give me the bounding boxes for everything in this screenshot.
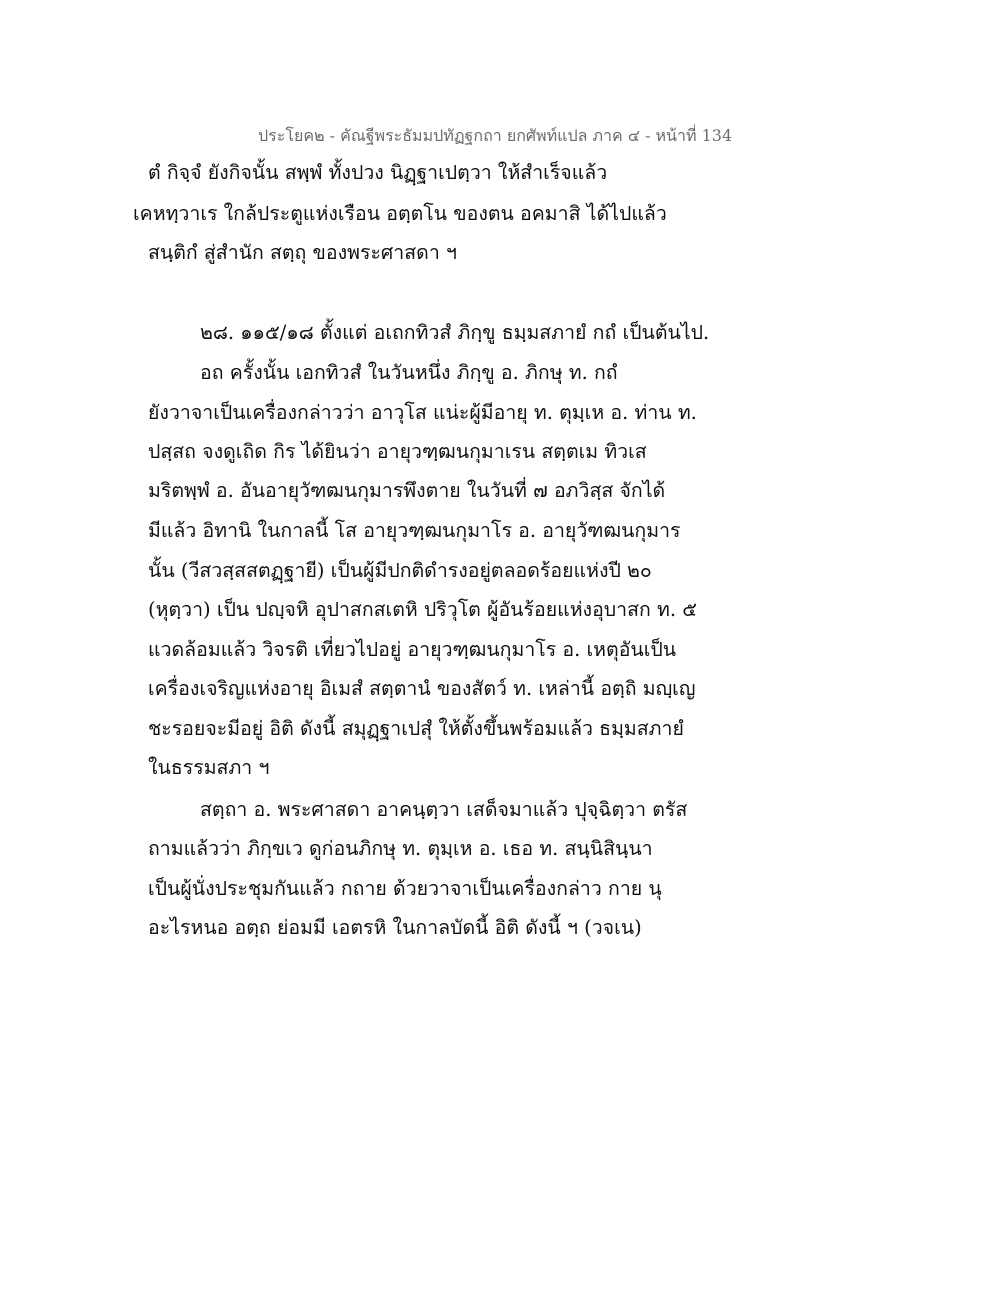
text-line-1: ตํ กิจฺจํ ยังกิจนั้น สพฺพํ ทั้งปวง นิฏฺฐาเปตฺวา ให้สำเร็จแล้ว [148,161,608,184]
text-line-17: ถามแล้วว่า ภิกฺขเว ดูก่อนภิกษุ ท. ตุมฺเห อ. เธอ ท. สนฺนิสินฺนา [148,837,653,860]
text-line-19: อะไรหนอ อตฺถ ย่อมมี เอตรหิ ในกาลบัดนี้ อิติ ดังนี้ ฯ (วจเน) [148,916,642,939]
text-line-3: สนฺติกํ สู่สำนัก สตฺถุ ของพระศาสดา ฯ [148,241,457,264]
text-line-7: ปสฺสถ จงดูเถิด กิร ได้ยินว่า อายุวฑฺฒนกุมาเรน สตฺตเม ทิวเส [148,440,647,463]
text-line-10: นั้น (วีสวสฺสสตฏฺฐายี) เป็นผู้มีปกติดำรงอยู่ตลอดร้อยแห่งปี ๒๐ [148,559,652,582]
text-line-9: มีแล้ว อิทานิ ในกาลนี้ โส อายุวฑฺฒนกุมาโร อ. อายุวัฑฒนกุมาร [148,519,681,542]
section-heading: ๒๘. ๑๑๕/๑๘ ตั้งแต่ อเถกทิวสํ ภิกฺขู ธมฺมสภายํ กถํ เป็นต้นไป. [200,321,710,344]
text-line-2: เคหทฺวาเร ใกล้ประตูแห่งเรือน อตฺตโน ของตน อคมาสิ ได้ไปแล้ว [133,202,667,225]
text-line-15: ในธรรมสภา ฯ [148,756,270,779]
text-line-11: (หุตฺวา) เป็น ปญฺจหิ อุปาสกสเตหิ ปริวุโต ผู้อันร้อยแห่งอุบาสก ท. ๕ [148,598,698,621]
text-line-5: อถ ครั้งนั้น เอกทิวสํ ในวันหนึ่ง ภิกฺขู อ. ภิกษุ ท. กถํ [200,361,618,384]
page-header: ประโยค๒ - คัณฐีพระธัมมปทัฏฐกถา ยกศัพท์แปล ภาค ๔ - หน้าที่ 134 [258,126,733,145]
text-line-14: ชะรอยจะมีอยู่ อิติ ดังนี้ สมุฏฺฐาเปสุํ ให้ตั้งขึ้นพร้อมแล้ว ธมฺมสภายํ [148,717,684,740]
text-line-18: เป็นผู้นั่งประชุมกันแล้ว กถาย ด้วยวาจาเป็นเครื่องกล่าว กาย นุ [148,877,662,900]
text-line-16: สตฺถา อ. พระศาสดา อาคนฺตฺวา เสด็จมาแล้ว ปุจฺฉิตฺวา ตรัส [200,798,688,821]
text-line-8: มริตพฺพํ อ. อันอายุวัฑฒนกุมารพึงตาย ในวันที่ ๗ อภวิสฺส จักได้ [148,479,666,502]
text-line-13: เครื่องเจริญแห่งอายุ อิเมสํ สตฺตานํ ของสัตว์ ท. เหล่านี้ อตฺถิ มญฺเญ [148,677,696,700]
text-line-12: แวดล้อมแล้ว วิจรติ เที่ยวไปอยู่ อายุวฑฺฒนกุมาโร อ. เหตุอันเป็น [148,638,677,661]
text-line-6: ยังวาจาเป็นเครื่องกล่าวว่า อาวุโส แน่ะผู้มีอายุ ท. ตุมฺเห อ. ท่าน ท. [148,401,697,424]
